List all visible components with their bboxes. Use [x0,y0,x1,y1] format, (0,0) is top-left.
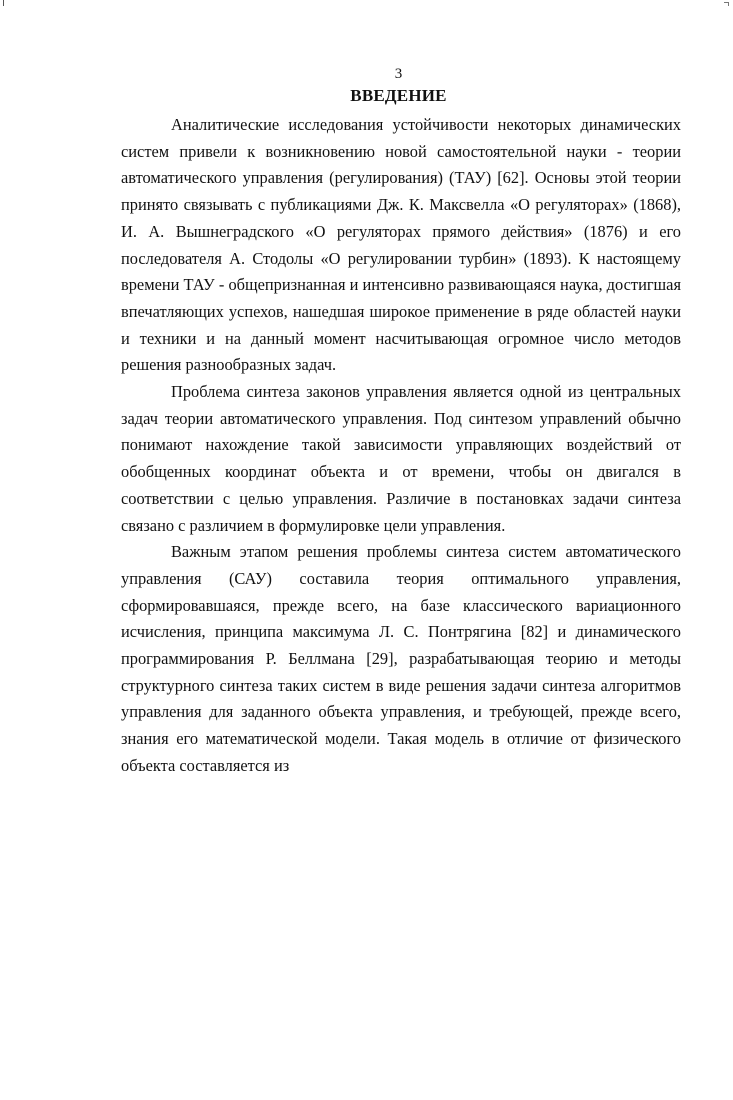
paragraph: Проблема синтеза законов управления является одной из центральных задач теории автоматического управления. Под синтезом управлений обычно понимают нахождение такой зависимости управляющих воздействий от обобщенных координат объекта и от времени, чтобы он двигался в соответствии с целью управления. Различие в постановках задачи синтеза связано с различием в формулировке цели управления. [121,382,681,535]
paragraph: Важным этапом решения проблемы синтеза систем автоматического управления (САУ) составила теория оптимального управления, сформировавшаяся, прежде всего, на базе классического вариационного исчисления, принципа максимума Л. С. Понтрягина [82] и динамического программирования Р. Беллмана [29], разрабатывающая теорию и методы структурного синтеза таких систем в виде решения задачи синтеза алгоритмов управления для заданного объекта управления, и требующей, прежде всего, знания его математической модели. Такая модель в отличие от физического объекта составляется из [121,542,681,775]
paragraph: Аналитические исследования устойчивости некоторых динамических систем привели к возникновению новой самостоятельной науки - теории автоматического управления (регулирования) (ТАУ) [62]. Основы этой теории принято связывать с публикациями Дж. К. Максвелла «О регуляторах» (1868), И. А. Вышнеградского «О регуляторах прямого действия» (1876) и его последователя А. Стодолы «О регулировании турбин» (1893). К настоящему времени ТАУ - общепризнанная и интенсивно развивающаяся наука, достигшая впечатляющих успехов, нашедшая широкое применение в ряде областей науки и техники и на данный момент насчитывающая огромное число методов решения разнообразных задач. [121,115,681,375]
section-title: ВВЕДЕНИЕ [350,86,447,105]
scan-mark [3,0,4,6]
scan-mark [724,2,729,6]
body-text [121,112,681,780]
page-number: 3 [394,66,403,82]
